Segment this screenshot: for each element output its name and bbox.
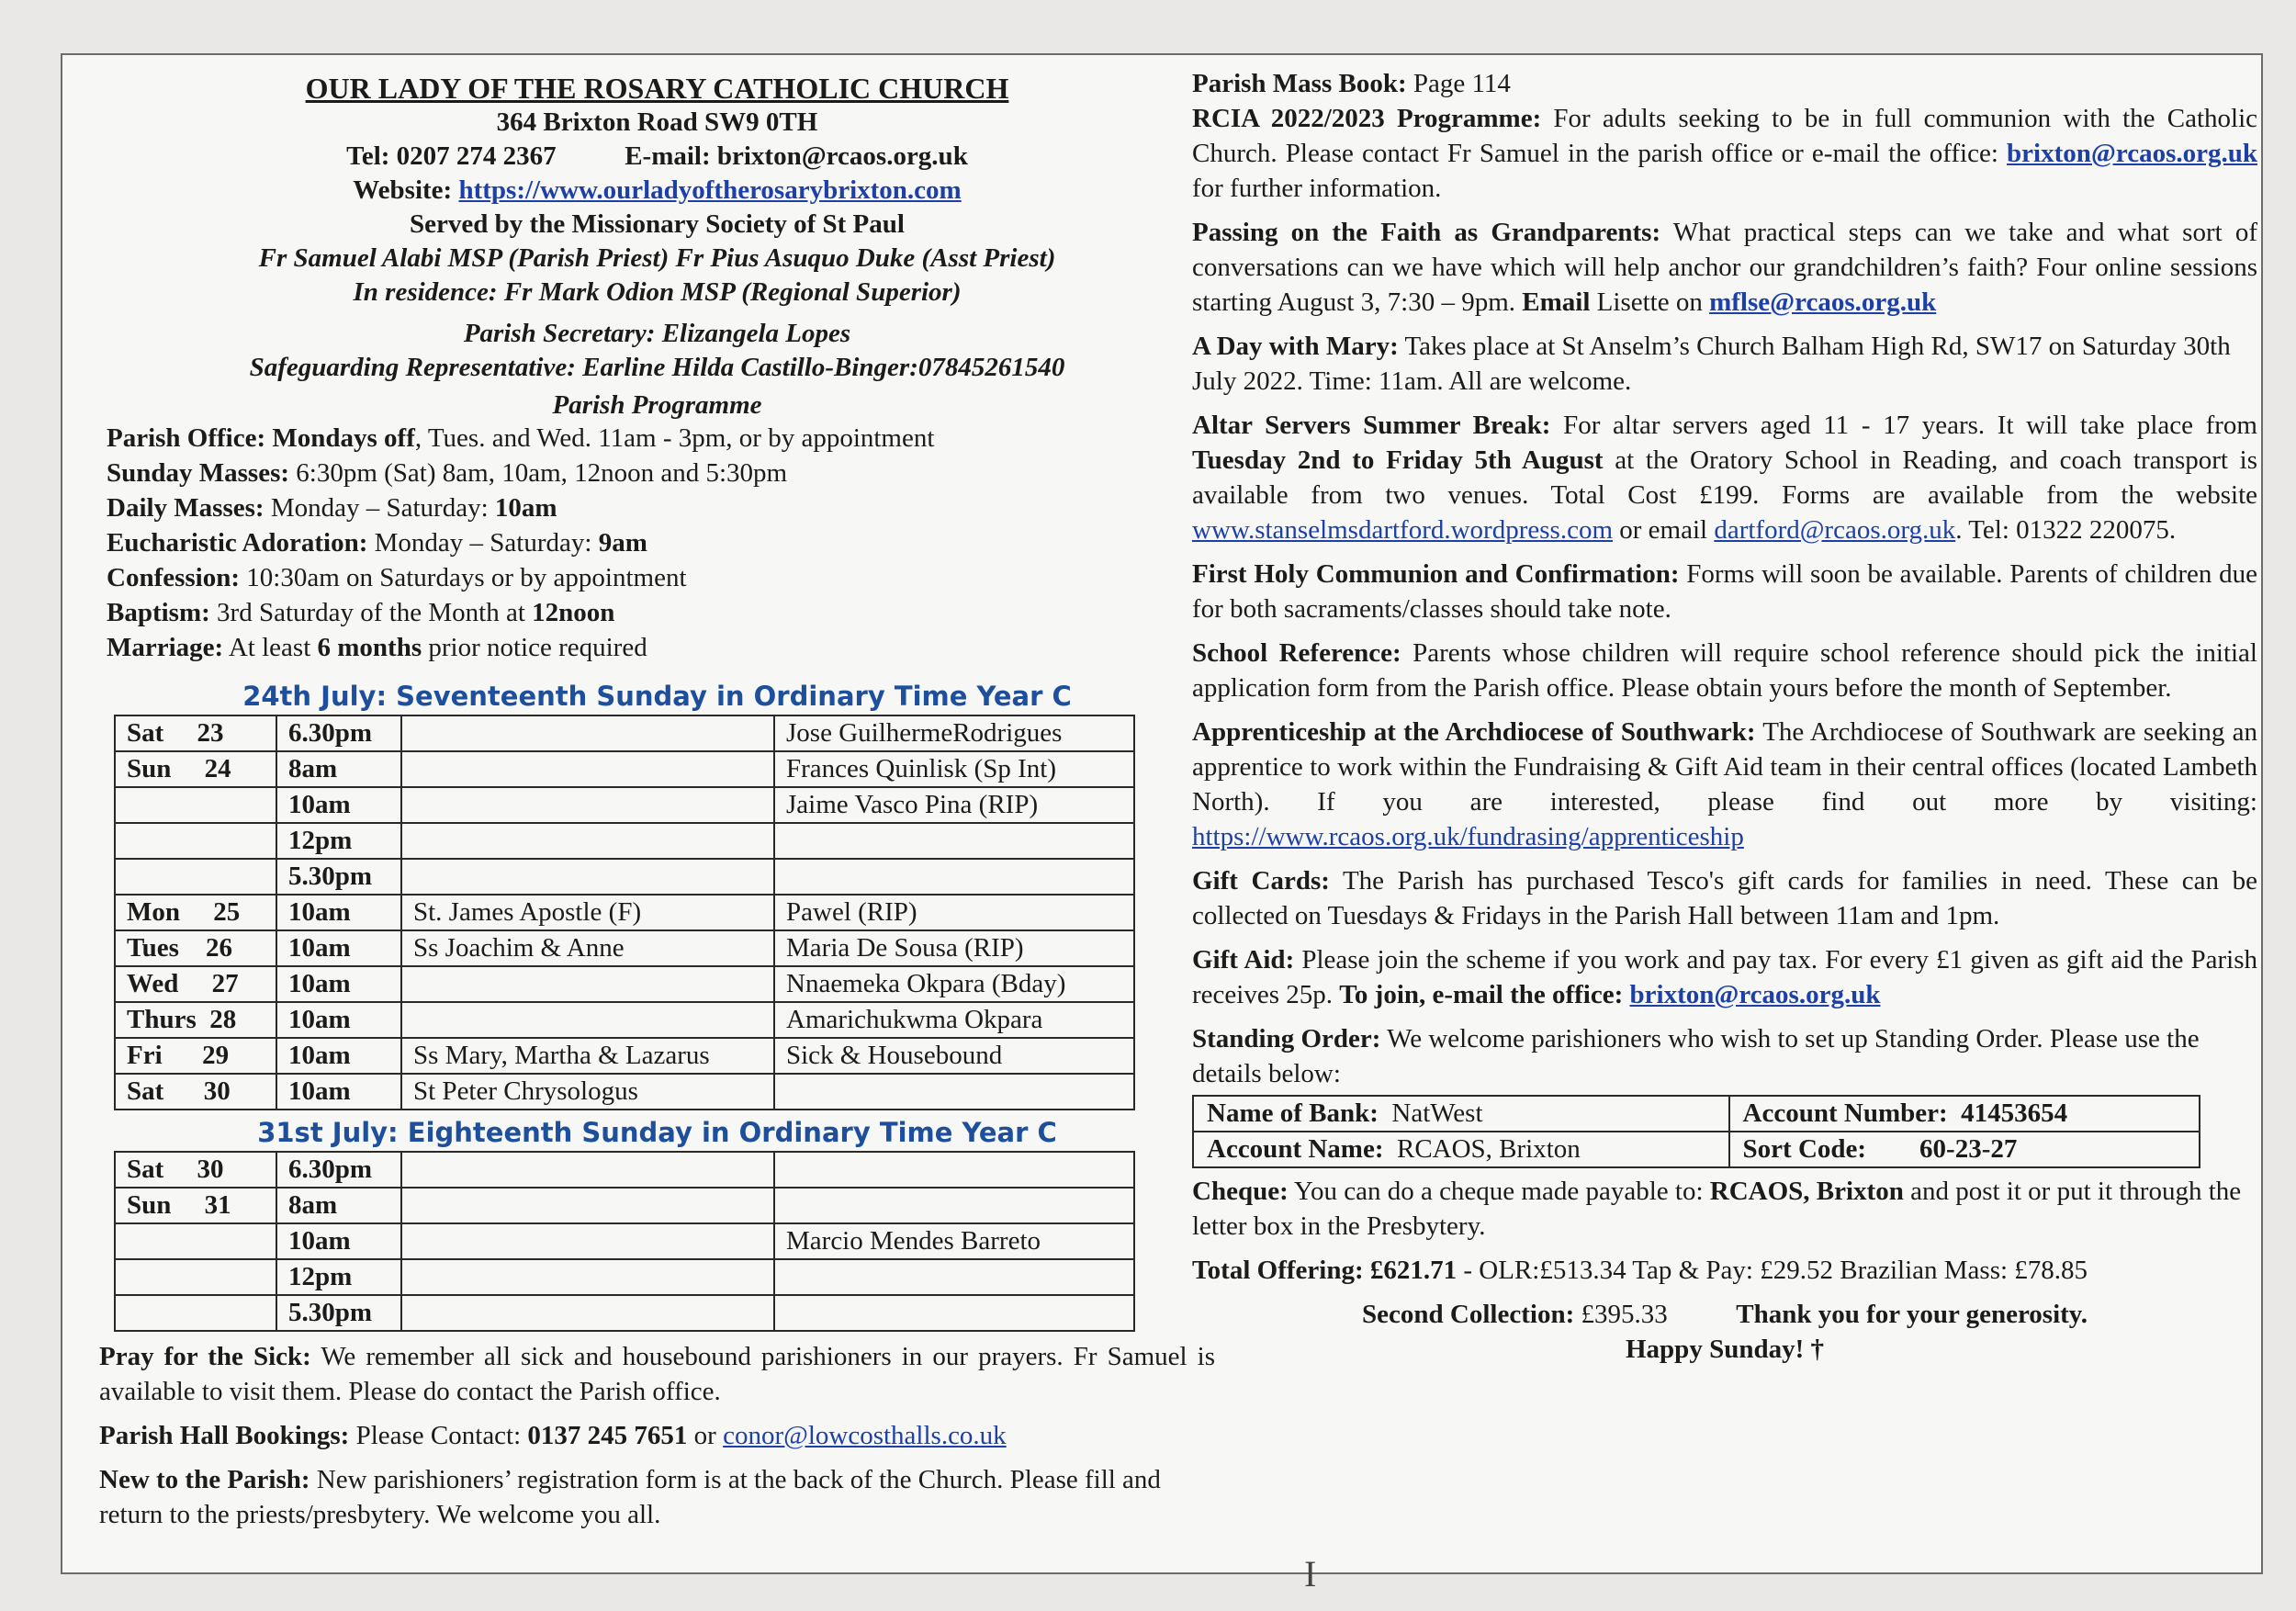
mass-intention-cell: Jose GuilhermeRodrigues [774,715,1134,751]
week1-table [114,715,1135,1110]
residence: In residence: Fr Mark Odion MSP (Regional Superior) [353,277,962,307]
giftaid-email-link[interactable]: brixton@rcaos.org.uk [1629,980,1881,1009]
fhc-notice: First Holy Communion and Confirmation: Forms will soon be available. Parents of children due for both sacraments/classes should take note. [1192,559,2257,624]
mass-day-cell: Wed 27 [115,966,276,1002]
mass-intention-cell [774,1188,1134,1223]
mass-day-cell: Sat 30 [115,1074,276,1110]
mass-row [115,715,1134,751]
mass-row [115,1074,1134,1110]
mass-time-cell: 5.30pm [276,1295,401,1331]
church-title: OUR LADY OF THE ROSARY CATHOLIC CHURCH [305,72,1009,105]
daily-line: Daily Masses: Monday – Saturday: 10am [107,493,557,523]
mass-day-cell: Mon 25 [115,895,276,930]
mass-feast-cell [401,787,774,823]
mass-row [115,1188,1134,1223]
newsletter-sheet [61,53,2263,1594]
mass-intention-cell [774,823,1134,859]
mass-feast-cell: St. James Apostle (F) [401,895,774,930]
contact-line [99,140,1215,174]
tel: Tel: 0207 274 2367 [346,141,557,171]
mass-time-cell: 10am [276,1223,401,1259]
mass-day-cell: Sat 30 [115,1152,276,1188]
mass-day-cell [115,823,276,859]
mass-intention-cell: Sick & Housebound [774,1038,1134,1074]
week2-table [114,1151,1135,1332]
mass-intention-cell: Nnaemeka Okpara (Bday) [774,966,1134,1002]
mass-time-cell: 6.30pm [276,1152,401,1188]
website-line [99,174,1215,208]
mass-row [115,1295,1134,1331]
mass-time-cell: 5.30pm [276,859,401,895]
mass-row [115,787,1134,823]
week1-title: 24th July: Seventeenth Sunday in Ordinary Time Year C [242,681,1072,712]
mass-day-cell: Sat 23 [115,715,276,751]
giftaid-notice: Gift Aid: Please join the scheme if you work and pay tax. For every £1 given as gift aid the Parish receives 25p. To join, e-mail the office: brixton@rcaos.org.uk [1192,945,2257,1009]
bank-row [1193,1132,2200,1167]
baptism-line: Baptism: 3rd Saturday of the Month at 12noon [107,598,615,627]
altar-site-link[interactable]: www.stanselmsdartford.wordpress.com [1192,515,1613,545]
secretary: Parish Secretary: Elizangela Lopes [463,319,851,348]
mass-day-cell [115,787,276,823]
mass-day-cell: Sun 31 [115,1188,276,1223]
bank-row [1193,1096,2200,1132]
sick-notice: Pray for the Sick: We remember all sick and housebound parishioners in our prayers. Fr Samuel is available to visit them. Please do contact the Parish office. [99,1342,1215,1406]
mass-time-cell: 8am [276,751,401,787]
mass-feast-cell [401,1002,774,1038]
left-column [99,55,1215,1532]
mass-intention-cell [774,859,1134,895]
mass-feast-cell [401,1223,774,1259]
mass-feast-cell [401,751,774,787]
mass-feast-cell [401,715,774,751]
rcia-notice: RCIA 2022/2023 Programme: For adults seeking to be in full communion with the Catholic Church. Please contact Fr Samuel in the parish office or e-mail the office: brixton@rcaos.org.uk for further information. [1192,104,2257,203]
mass-time-cell: 8am [276,1188,401,1223]
mass-feast-cell [401,1152,774,1188]
mass-intention-cell: Frances Quinlisk (Sp Int) [774,751,1134,787]
mass-intention-cell: Jaime Vasco Pina (RIP) [774,787,1134,823]
confession-line: Confession: 10:30am on Saturdays or by appointment [107,563,687,592]
mass-time-cell: 6.30pm [276,715,401,751]
mass-row [115,1152,1134,1188]
mass-feast-cell [401,859,774,895]
mass-day-cell [115,1259,276,1295]
school-notice: School Reference: Parents whose children will require school reference should pick the initial application form from the Parish office. Please obtain yours before the month of September. [1192,638,2257,703]
mass-day-cell: Fri 29 [115,1038,276,1074]
email: E-mail: brixton@rcaos.org.uk [625,141,968,171]
mass-intention-cell [774,1152,1134,1188]
mass-time-cell: 10am [276,1074,401,1110]
served-by: Served by the Missionary Society of St Paul [410,209,905,239]
apprentice-notice: Apprenticeship at the Archdiocese of Southwark: The Archdiocese of Southwark are seeking an apprentice to work within the Fundraising & Gift Aid team in their central offices (located Lambeth North). If you are interested, please find out more by visiting: https://www.rcaos.org.uk/fundrasing/apprenticeship [1192,717,2257,851]
mass-feast-cell: Ss Joachim & Anne [401,930,774,966]
sort-code-cell: Sort Code: 60-23-27 [1729,1132,2200,1167]
apprentice-link[interactable]: https://www.rcaos.org.uk/fundrasing/apprenticeship [1192,822,1744,851]
mass-intention-cell [774,1074,1134,1110]
mass-row [115,966,1134,1002]
mass-row [115,1223,1134,1259]
standing-order-notice: Standing Order: We welcome parishioners who wish to set up Standing Order. Please use the details below: [1192,1024,2200,1088]
website-label: Website: [353,175,453,205]
altar-notice: Altar Servers Summer Break: For altar servers aged 11 - 17 years. It will take place from Tuesday 2nd to Friday 5th August at the Oratory School in Reading, and coach transport is available from two venues. Total Cost £199. Forms are available from the website www.stanselmsdartford.wordpress.com or email dartford@rcaos.org.uk. Tel: 01322 220075. [1192,411,2258,545]
bank-name-cell: Name of Bank: NatWest [1193,1096,1729,1132]
hall-notice: Parish Hall Bookings: Please Contact: 0137 245 7651 or conor@lowcosthalls.co.uk [99,1421,1007,1450]
office-line: Parish Office: Mondays off, Tues. and Wed. 11am - 3pm, or by appointment [107,423,935,453]
safeguarding: Safeguarding Representative: Earline Hilda Castillo-Binger:07845261540 [249,353,1065,382]
mass-time-cell: 10am [276,895,401,930]
hall-email-link[interactable]: conor@lowcosthalls.co.uk [723,1421,1007,1450]
mass-row [115,859,1134,895]
mass-day-cell: Tues 26 [115,930,276,966]
account-number-cell: Account Number: 41453654 [1729,1096,2200,1132]
mass-feast-cell: St Peter Chrysologus [401,1074,774,1110]
mass-feast-cell [401,1259,774,1295]
mass-day-cell: Sun 24 [115,751,276,787]
website-link[interactable]: https://www.ourladyoftherosarybrixton.com [458,175,962,205]
mass-intention-cell: Marcio Mendes Barreto [774,1223,1134,1259]
sunday-line: Sunday Masses: 6:30pm (Sat) 8am, 10am, 12noon and 5:30pm [107,458,788,488]
adoration-line: Eucharistic Adoration: Monday – Saturday: 9am [107,528,647,558]
mass-row [115,1259,1134,1295]
account-name-cell: Account Name: RCAOS, Brixton [1193,1132,1729,1167]
mass-time-cell: 12pm [276,823,401,859]
mass-day-cell [115,859,276,895]
mass-day-cell [115,1223,276,1259]
marriage-line: Marriage: At least 6 months prior notice required [107,633,647,662]
mass-row [115,930,1134,966]
mass-row [115,1038,1134,1074]
happy-sunday: Happy Sunday! † [1626,1335,1824,1364]
mass-feast-cell: Ss Mary, Martha & Lazarus [401,1038,774,1074]
programme-title: Parish Programme [552,390,762,420]
giftcard-notice: Gift Cards: The Parish has purchased Tesco's gift cards for families in need. These can be collected on Tuesdays & Fridays in the Parish Hall between 11am and 1pm. [1192,866,2257,930]
mass-row [115,1002,1134,1038]
altar-email-link[interactable]: dartford@rcaos.org.uk [1714,515,1956,545]
right-column [1192,55,2257,1367]
mass-time-cell: 10am [276,1038,401,1074]
mass-time-cell: 10am [276,930,401,966]
bank-details-table [1192,1095,2200,1168]
mass-time-cell: 12pm [276,1259,401,1295]
church-address: 364 Brixton Road SW9 0TH [496,107,818,137]
mass-intention-cell: Pawel (RIP) [774,895,1134,930]
text-cursor-icon: I [1304,1553,1317,1594]
week2-title: 31st July: Eighteenth Sunday in Ordinary Time Year C [257,1117,1057,1148]
second-collection-line: Second Collection: £395.33 Thank you for your generosity. [1362,1300,2088,1329]
mass-feast-cell [401,823,774,859]
mass-intention-cell [774,1259,1134,1295]
offering-line: Total Offering: £621.71 - OLR:£513.34 Tap & Pay: £29.52 Brazilian Mass: £78.85 [1192,1256,2088,1285]
mass-intention-cell: Amarichukwma Okpara [774,1002,1134,1038]
mass-time-cell: 10am [276,966,401,1002]
massbook-notice: Parish Mass Book: Page 114 [1192,69,1511,98]
mass-time-cell: 10am [276,1002,401,1038]
mass-feast-cell [401,1295,774,1331]
rcia-email-link[interactable]: brixton@rcaos.org.uk [2007,139,2257,168]
mass-day-cell: Thurs 28 [115,1002,276,1038]
mass-feast-cell [401,966,774,1002]
mass-time-cell: 10am [276,787,401,823]
mass-row [115,895,1134,930]
mass-day-cell [115,1295,276,1331]
mass-row [115,751,1134,787]
mass-intention-cell: Maria De Sousa (RIP) [774,930,1134,966]
programme-list [107,421,1215,665]
grand-email-link[interactable]: mflse@rcaos.org.uk [1709,287,1937,317]
mary-notice: A Day with Mary: Takes place at St Anselm’s Church Balham High Rd, SW17 on Saturday 30th July 2022. Time: 11am. All are welcome. [1192,332,2231,396]
mass-feast-cell [401,1188,774,1223]
new-parish-notice: New to the Parish: New parishioners’ registration form is at the back of the Church. Please fill and return to the priests/presbytery. We welcome you all. [99,1465,1161,1529]
mass-intention-cell [774,1295,1134,1331]
mass-row [115,823,1134,859]
priests: Fr Samuel Alabi MSP (Parish Priest) Fr Pius Asuquo Duke (Asst Priest) [258,243,1056,273]
grandparents-notice: Passing on the Faith as Grandparents: What practical steps can we take and what sort of conversations can we have which will help anchor our grandchildren’s faith? Four online sessions starting August 3, 7:30 – 9pm. Email Lisette on mflse@rcaos.org.uk [1192,218,2257,317]
cheque-notice: Cheque: You can do a cheque made payable to: RCAOS, Brixton and post it or put it through the letter box in the Presbytery. [1192,1177,2242,1241]
